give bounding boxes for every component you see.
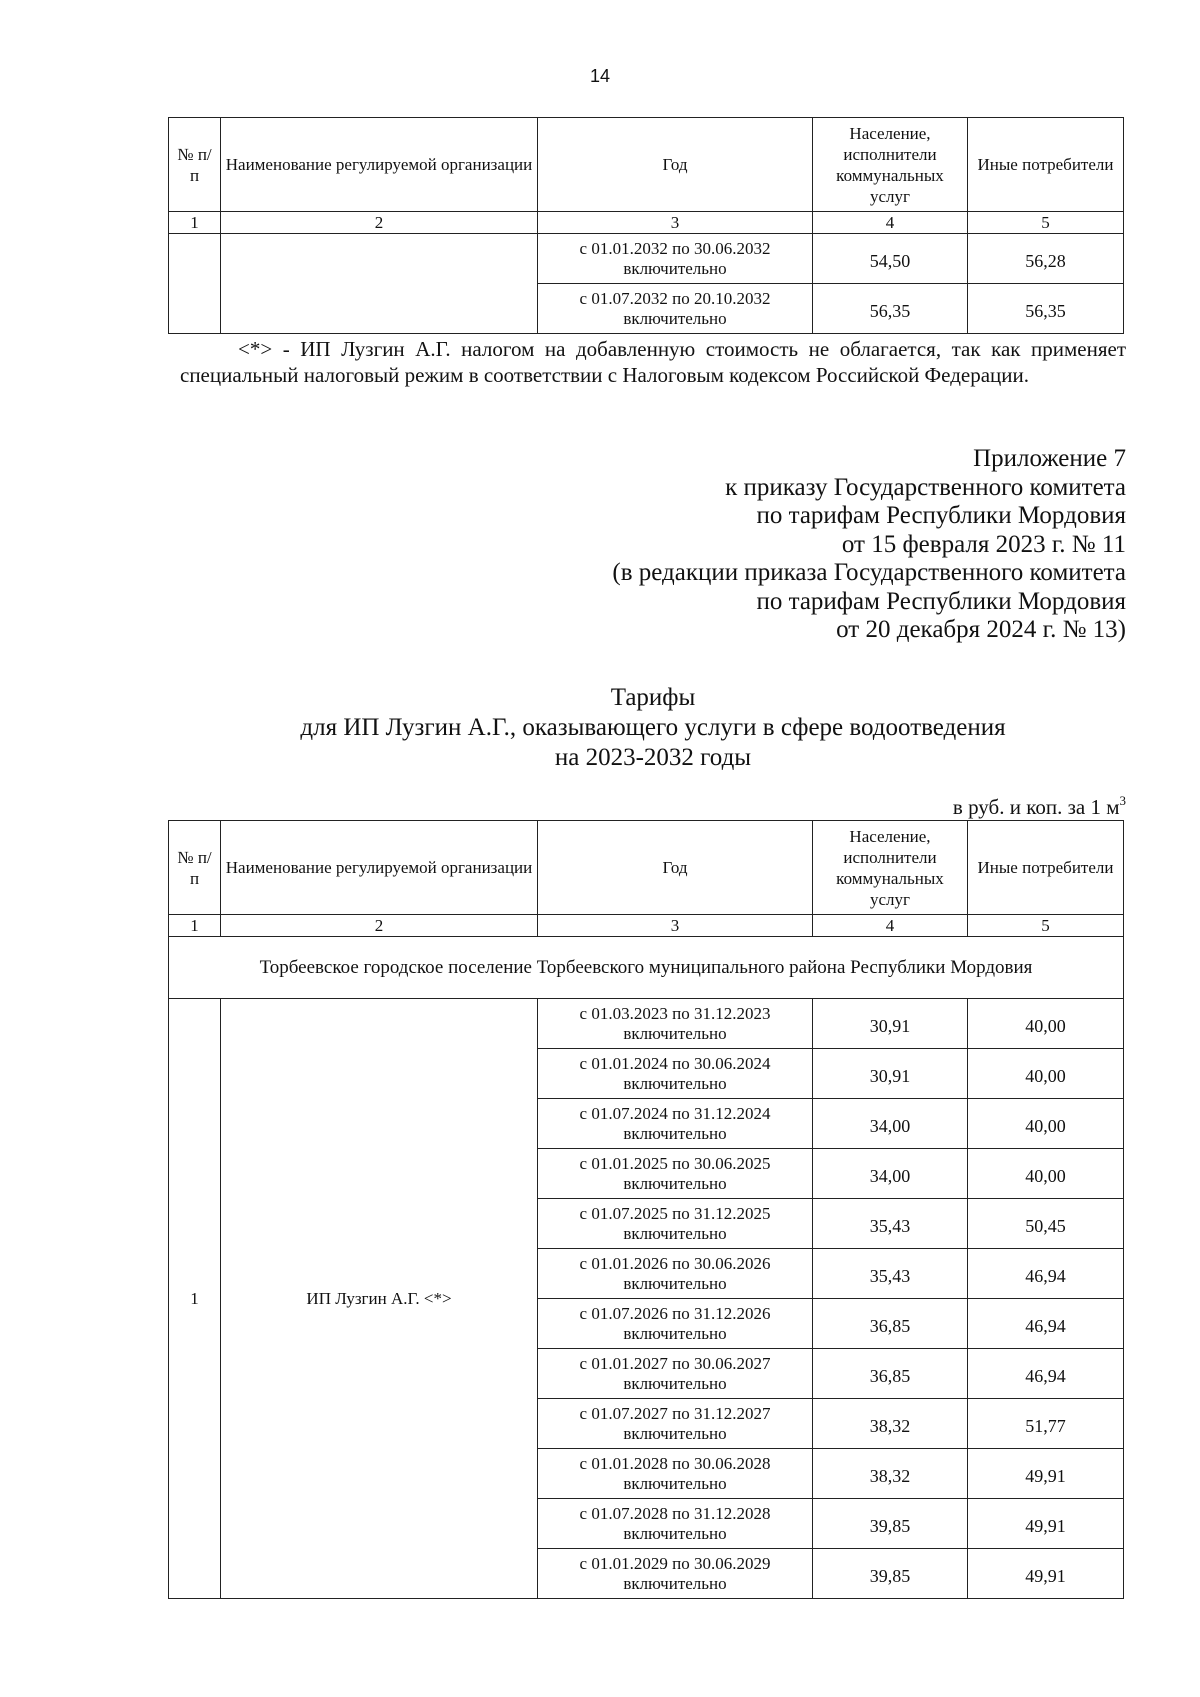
col-number: 4 [813,212,968,234]
section-row [169,937,1124,999]
other-tariff: 40,00 [968,1099,1124,1149]
title-line: для ИП Лузгин А.Г., оказывающего услуги в сфере водоотведения [300,714,1006,741]
period-cell: с 01.07.2028 по 31.12.2028 включительно [538,1499,813,1549]
table-header-row [169,118,1124,212]
period-cell: с 01.01.2029 по 30.06.2029 включительно [538,1549,813,1599]
population-tariff: 38,32 [813,1449,968,1499]
tariff-table [168,820,1124,1599]
vat-footnote: <*> - ИП Лузгин А.Г. налогом на добавленную стоимость не облагается, так как применяет специальный налоговый режим в соответствии с Налоговым кодексом Российской Федерации. [180,337,1126,387]
population-tariff: 38,32 [813,1399,968,1449]
col-number: 2 [221,915,538,937]
header-other: Иные потребители [968,821,1124,915]
other-tariff: 56,28 [968,234,1124,284]
population-tariff: 56,35 [813,284,968,334]
period-cell: с 01.07.2027 по 31.12.2027 включительно [538,1399,813,1449]
other-tariff: 46,94 [968,1249,1124,1299]
population-tariff: 54,50 [813,234,968,284]
header-year: Год [538,118,813,212]
period-cell: с 01.03.2023 по 31.12.2023 включительно [538,999,813,1049]
period-cell: с 01.07.2026 по 31.12.2026 включительно [538,1299,813,1349]
col-number: 2 [221,212,538,234]
table-row [169,999,1124,1049]
population-tariff: 35,43 [813,1249,968,1299]
population-tariff: 35,43 [813,1199,968,1249]
other-tariff: 49,91 [968,1499,1124,1549]
col-number: 1 [169,212,221,234]
header-other: Иные потребители [968,118,1124,212]
appendix-line: по тарифам Республики Мордовия [756,502,1126,529]
col-number: 3 [538,212,813,234]
table-row [169,234,1124,284]
title-line: на 2023-2032 годы [554,744,752,771]
col-number: 5 [968,212,1124,234]
period-cell: с 01.07.2032 по 20.10.2032 включительно [538,284,813,334]
other-tariff: 40,00 [968,1149,1124,1199]
empty-cell [221,234,538,334]
header-num: № п/п [169,118,221,212]
title-line: Тарифы [610,684,696,711]
column-number-row [169,212,1124,234]
population-tariff: 39,85 [813,1499,968,1549]
other-tariff: 49,91 [968,1549,1124,1599]
header-num: № п/п [169,821,221,915]
header-org: Наименование регулируемой организации [221,118,538,212]
period-cell: с 01.01.2024 по 30.06.2024 включительно [538,1049,813,1099]
population-tariff: 30,91 [813,999,968,1049]
column-number-row [169,915,1124,937]
population-tariff: 34,00 [813,1149,968,1199]
tariff-table-continuation [168,117,1124,334]
section-heading: Торбеевское городское поселение Торбеевского муниципального района Республики Мордовия [169,937,1124,999]
period-cell: с 01.07.2025 по 31.12.2025 включительно [538,1199,813,1249]
period-cell: с 01.01.2032 по 30.06.2032 включительно [538,234,813,284]
col-number: 1 [169,915,221,937]
other-tariff: 51,77 [968,1399,1124,1449]
period-cell: с 01.01.2025 по 30.06.2025 включительно [538,1149,813,1199]
period-cell: с 01.01.2028 по 30.06.2028 включительно [538,1449,813,1499]
other-tariff: 56,35 [968,284,1124,334]
row-number: 1 [169,999,221,1599]
organization-name: ИП Лузгин А.Г. <*> [221,999,538,1599]
period-cell: с 01.07.2024 по 31.12.2024 включительно [538,1099,813,1149]
header-population: Население, исполнители коммунальных услуг [813,821,968,915]
population-tariff: 34,00 [813,1099,968,1149]
other-tariff: 50,45 [968,1199,1124,1249]
table-header-row [169,821,1124,915]
period-cell: с 01.01.2026 по 30.06.2026 включительно [538,1249,813,1299]
other-tariff: 49,91 [968,1449,1124,1499]
appendix-block [612,445,1126,645]
population-tariff: 36,85 [813,1299,968,1349]
population-tariff: 36,85 [813,1349,968,1399]
other-tariff: 46,94 [968,1349,1124,1399]
col-number: 3 [538,915,813,937]
appendix-line: к приказу Государственного комитета [725,473,1126,501]
population-tariff: 39,85 [813,1549,968,1599]
header-org: Наименование регулируемой организации [221,821,538,915]
appendix-line: по тарифам Республики Мордовия [756,587,1126,615]
appendix-line: Приложение 7 [973,445,1126,472]
col-number: 5 [968,915,1124,937]
appendix-line: (в редакции приказа Государственного комитета [612,559,1126,586]
document-title [0,683,1200,773]
appendix-line: от 20 декабря 2024 г. № 13) [836,616,1126,643]
other-tariff: 40,00 [968,999,1124,1049]
units-text: в руб. и коп. за 1 м [952,795,1120,819]
population-tariff: 30,91 [813,1049,968,1099]
period-cell: с 01.01.2027 по 30.06.2027 включительно [538,1349,813,1399]
empty-cell [169,234,221,334]
header-year: Год [538,821,813,915]
other-tariff: 46,94 [968,1299,1124,1349]
appendix-line: от 15 февраля 2023 г. № 11 [841,530,1126,558]
units-label [953,795,1126,820]
units-superscript: 3 [1119,793,1126,808]
page-number: 14 [589,66,611,86]
header-population: Население, исполнители коммунальных услуг [813,118,968,212]
other-tariff: 40,00 [968,1049,1124,1099]
col-number: 4 [813,915,968,937]
